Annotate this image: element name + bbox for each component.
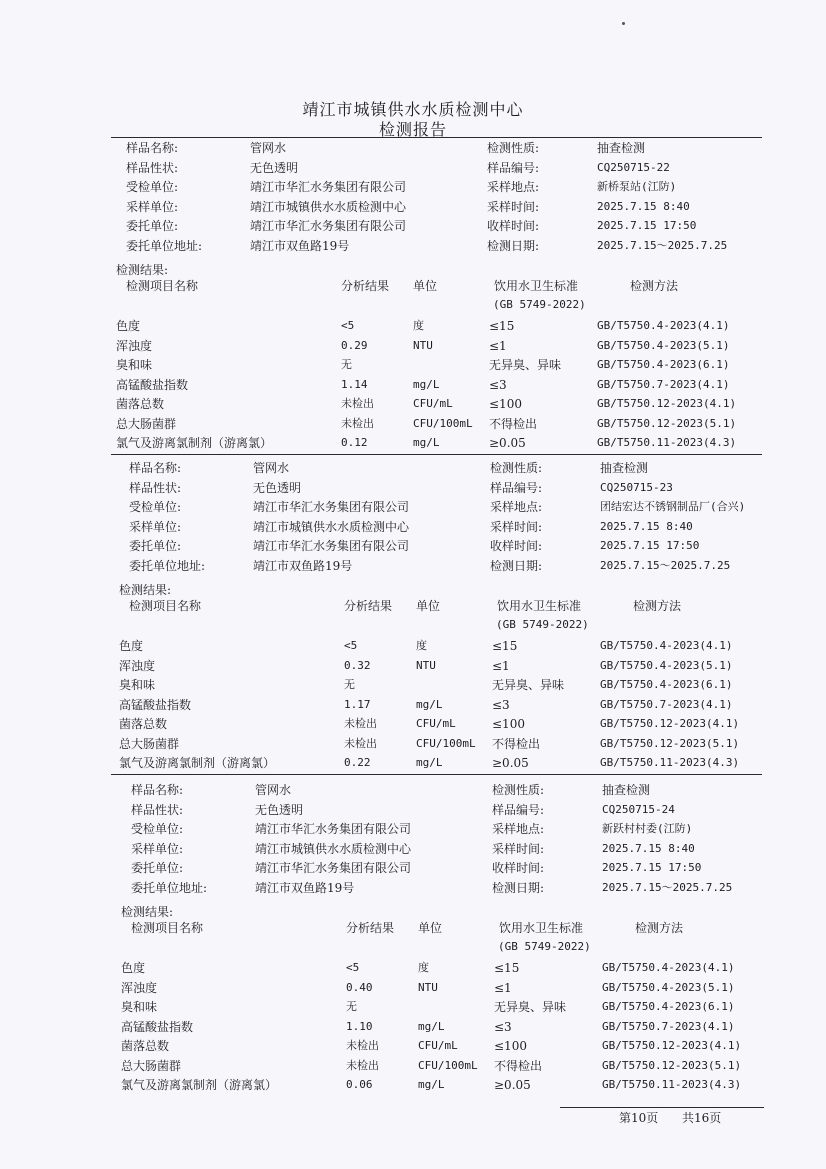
results-label: 检测结果: xyxy=(116,263,169,277)
column-header-item: 检测项目名称 xyxy=(131,921,204,935)
cell-standard: ≤15 xyxy=(489,319,515,333)
info-label: 采样地点: xyxy=(492,822,545,836)
cell-unit: mg/L xyxy=(413,377,440,391)
cell-standard: ≤3 xyxy=(492,697,510,712)
info-label: 委托单位: xyxy=(126,219,179,233)
cell-method: GB/T5750.12-2023(5.1) xyxy=(600,736,740,750)
cell-standard: 无异臭、异味 xyxy=(492,678,565,692)
cell-result: 0.12 xyxy=(341,436,368,449)
cell-method: GB/T5750.12-2023(5.1) xyxy=(602,1058,742,1072)
info-value: 抽查检测 xyxy=(600,461,649,475)
cell-standard: ≤15 xyxy=(492,639,518,653)
cell-item: 浑浊度 xyxy=(119,658,156,673)
info-label: 样品编号: xyxy=(492,802,545,817)
info-label: 样品性状: xyxy=(126,160,179,175)
cell-result: 1.17 xyxy=(344,697,371,711)
info-value: CQ250715-22 xyxy=(597,160,670,174)
info-value: 靖江市华汇水务集团有限公司 xyxy=(253,500,410,514)
info-label: 收样时间: xyxy=(492,861,545,875)
column-header-unit: 单位 xyxy=(418,921,443,935)
info-value: 无色透明 xyxy=(253,480,302,495)
info-value: 2025.7.15 17:50 xyxy=(600,539,700,552)
info-value: 靖江市华汇水务集团有限公司 xyxy=(250,219,407,233)
column-header-unit: 单位 xyxy=(416,599,441,613)
info-value: 2025.7.15～2025.7.25 xyxy=(597,238,728,252)
info-value: 靖江市城镇供水水质检测中心 xyxy=(250,199,407,214)
cell-unit: mg/L xyxy=(416,756,443,769)
info-value: 靖江市双鱼路19号 xyxy=(255,880,355,895)
cell-item: 高锰酸盐指数 xyxy=(119,697,192,712)
cell-unit: CFU/100mL xyxy=(418,1058,478,1072)
cell-result: 0.32 xyxy=(344,658,371,672)
cell-method: GB/T5750.12-2023(5.1) xyxy=(597,416,737,430)
cell-item: 浑浊度 xyxy=(116,338,153,353)
cell-method: GB/T5750.11-2023(4.3) xyxy=(600,756,740,769)
info-label: 委托单位地址: xyxy=(126,238,203,253)
column-header-result: 分析结果 xyxy=(341,279,390,293)
cell-method: GB/T5750.12-2023(4.1) xyxy=(597,397,737,410)
cell-item: 菌落总数 xyxy=(116,397,165,411)
info-label: 样品名称: xyxy=(129,461,182,475)
cell-result: 0.40 xyxy=(346,980,373,994)
cell-method: GB/T5750.4-2023(6.1) xyxy=(600,678,733,691)
info-value: 2025.7.15 17:50 xyxy=(602,861,702,874)
info-value: 抽查检测 xyxy=(597,141,646,155)
info-label: 收样时间: xyxy=(487,219,540,233)
cell-item: 臭和味 xyxy=(119,678,156,692)
column-header-standard: 饮用水卫生标准 xyxy=(494,279,579,293)
info-label: 样品性状: xyxy=(129,480,182,495)
cell-result: 无 xyxy=(344,678,355,691)
cell-item: 氯气及游离氯制剂（游离氯） xyxy=(121,1078,278,1092)
info-value: 新跃村村委(江防) xyxy=(602,822,693,835)
column-header-method: 检测方法 xyxy=(635,921,684,935)
cell-standard: 不得检出 xyxy=(494,1058,543,1073)
info-value: 2025.7.15～2025.7.25 xyxy=(602,880,733,894)
info-label: 检测日期: xyxy=(487,238,540,253)
cell-item: 总大肠菌群 xyxy=(119,736,180,751)
info-label: 采样地点: xyxy=(490,500,543,514)
section-divider xyxy=(111,774,762,775)
info-label: 检测性质: xyxy=(487,141,540,155)
cell-standard: ≤100 xyxy=(489,397,522,411)
info-label: 样品性状: xyxy=(131,802,184,817)
cell-unit: 度 xyxy=(413,319,424,332)
cell-method: GB/T5750.4-2023(4.1) xyxy=(602,961,735,974)
info-label: 采样时间: xyxy=(487,199,540,214)
info-label: 样品编号: xyxy=(490,480,543,495)
cell-method: GB/T5750.11-2023(4.3) xyxy=(602,1078,742,1091)
info-label: 样品名称: xyxy=(131,783,184,797)
cell-unit: NTU xyxy=(418,980,438,994)
cell-item: 氯气及游离氯制剂（游离氯） xyxy=(119,756,276,770)
cell-unit: CFU/mL xyxy=(418,1039,458,1052)
cell-result: 未检出 xyxy=(344,736,377,750)
cell-item: 高锰酸盐指数 xyxy=(116,377,189,392)
cell-unit: NTU xyxy=(413,338,433,352)
cell-result: 1.14 xyxy=(341,377,368,391)
page-total: 共16页 xyxy=(682,1111,722,1125)
info-label: 委托单位地址: xyxy=(131,880,208,895)
cell-standard: 无异臭、异味 xyxy=(494,1000,567,1014)
cell-method: GB/T5750.7-2023(4.1) xyxy=(600,697,733,711)
info-label: 采样单位: xyxy=(131,841,184,856)
cell-method: GB/T5750.4-2023(6.1) xyxy=(597,358,730,371)
info-label: 委托单位: xyxy=(131,861,184,875)
column-header-unit: 单位 xyxy=(413,279,438,293)
info-value: 抽查检测 xyxy=(602,783,651,797)
cell-result: 未检出 xyxy=(341,416,374,430)
cell-standard: 不得检出 xyxy=(489,416,538,431)
column-header-method: 检测方法 xyxy=(630,279,679,293)
info-label: 样品名称: xyxy=(126,141,179,155)
cell-method: GB/T5750.12-2023(4.1) xyxy=(600,717,740,730)
info-value: 2025.7.15～2025.7.25 xyxy=(600,558,731,572)
info-value: 无色透明 xyxy=(250,160,299,175)
column-header-standard: 饮用水卫生标准 xyxy=(499,921,584,935)
cell-result: <5 xyxy=(344,639,358,652)
cell-standard: ≤3 xyxy=(489,377,507,392)
info-value: 管网水 xyxy=(250,141,287,155)
footer-rule xyxy=(560,1107,764,1108)
info-label: 受检单位: xyxy=(131,822,184,836)
info-value: 2025.7.15 8:40 xyxy=(600,519,693,533)
cell-unit: 度 xyxy=(416,639,427,652)
info-value: 管网水 xyxy=(253,461,290,475)
cell-unit: mg/L xyxy=(418,1078,445,1091)
report-subtitle: 检测报告 xyxy=(378,120,447,139)
cell-standard: ≤1 xyxy=(492,658,510,673)
cell-result: 未检出 xyxy=(341,397,374,410)
info-label: 检测性质: xyxy=(490,461,543,475)
column-header-result: 分析结果 xyxy=(346,921,395,935)
info-value: 管网水 xyxy=(255,783,292,797)
info-value: CQ250715-23 xyxy=(600,480,673,494)
info-label: 检测日期: xyxy=(492,880,545,895)
info-value: 新桥泵站(江防) xyxy=(597,180,677,193)
cell-unit: 度 xyxy=(418,961,429,974)
cell-result: 无 xyxy=(341,358,352,371)
info-label: 受检单位: xyxy=(126,180,179,194)
cell-result: 0.22 xyxy=(344,756,371,769)
cell-standard: ≥0.05 xyxy=(489,436,526,450)
cell-item: 氯气及游离氯制剂（游离氯） xyxy=(116,436,273,450)
column-header-item: 检测项目名称 xyxy=(126,279,199,293)
cell-method: GB/T5750.4-2023(5.1) xyxy=(602,980,735,994)
cell-standard: ≤100 xyxy=(494,1039,527,1053)
cell-unit: mg/L xyxy=(416,697,443,711)
column-header-method: 检测方法 xyxy=(633,599,682,613)
cell-standard: ≥0.05 xyxy=(492,756,529,770)
cell-method: GB/T5750.4-2023(5.1) xyxy=(597,338,730,352)
cell-unit: mg/L xyxy=(418,1019,445,1033)
cell-method: GB/T5750.12-2023(4.1) xyxy=(602,1039,742,1052)
info-label: 采样时间: xyxy=(490,519,543,534)
cell-item: 色度 xyxy=(116,319,141,333)
cell-item: 色度 xyxy=(119,639,144,653)
info-value: 2025.7.15 8:40 xyxy=(597,199,690,213)
cell-unit: NTU xyxy=(416,658,436,672)
info-value: 靖江市城镇供水水质检测中心 xyxy=(255,841,412,856)
info-label: 委托单位: xyxy=(129,539,182,553)
cell-standard: ≥0.05 xyxy=(494,1078,531,1092)
info-value: 靖江市华汇水务集团有限公司 xyxy=(255,822,412,836)
info-value: 靖江市华汇水务集团有限公司 xyxy=(255,861,412,875)
cell-unit: CFU/mL xyxy=(416,717,456,730)
cell-result: 无 xyxy=(346,1000,357,1013)
info-label: 受检单位: xyxy=(129,500,182,514)
cell-item: 菌落总数 xyxy=(121,1039,170,1053)
cell-result: 未检出 xyxy=(346,1058,379,1072)
cell-item: 总大肠菌群 xyxy=(116,416,177,431)
cell-unit: CFU/100mL xyxy=(416,736,476,750)
report-title: 靖江市城镇供水水质检测中心 xyxy=(302,100,524,119)
section-divider xyxy=(111,454,762,455)
cell-item: 色度 xyxy=(121,961,146,975)
results-label: 检测结果: xyxy=(121,905,174,919)
info-label: 采样单位: xyxy=(126,199,179,214)
info-label: 样品编号: xyxy=(487,160,540,175)
cell-unit: mg/L xyxy=(413,436,440,449)
info-value: 无色透明 xyxy=(255,802,304,817)
cell-unit: CFU/100mL xyxy=(413,416,473,430)
cell-method: GB/T5750.7-2023(4.1) xyxy=(602,1019,735,1033)
results-label: 检测结果: xyxy=(119,583,172,597)
cell-standard: ≤100 xyxy=(492,717,525,731)
cell-standard: 无异臭、异味 xyxy=(489,358,562,372)
page-number: 第10页 xyxy=(619,1111,659,1125)
column-header-result: 分析结果 xyxy=(344,599,393,613)
column-header-standard-code: (GB 5749-2022) xyxy=(498,940,591,953)
info-label: 检测性质: xyxy=(492,783,545,797)
cell-result: <5 xyxy=(341,319,355,332)
cell-item: 臭和味 xyxy=(121,1000,158,1014)
info-value: 2025.7.15 17:50 xyxy=(597,219,697,232)
info-value: 靖江市城镇供水水质检测中心 xyxy=(253,519,410,534)
top-rule xyxy=(111,137,762,138)
column-header-item: 检测项目名称 xyxy=(129,599,202,613)
cell-result: 1.10 xyxy=(346,1019,373,1033)
cell-item: 菌落总数 xyxy=(119,717,168,731)
cell-result: 0.06 xyxy=(346,1078,373,1091)
cell-standard: 不得检出 xyxy=(492,736,541,751)
info-value: 靖江市双鱼路19号 xyxy=(250,238,350,253)
cell-standard: ≤1 xyxy=(494,980,512,995)
cell-method: GB/T5750.7-2023(4.1) xyxy=(597,377,730,391)
info-label: 采样地点: xyxy=(487,180,540,194)
cell-standard: ≤3 xyxy=(494,1019,512,1034)
cell-method: GB/T5750.4-2023(4.1) xyxy=(600,639,733,652)
column-header-standard-code: (GB 5749-2022) xyxy=(493,298,586,311)
info-label: 采样单位: xyxy=(129,519,182,534)
cell-standard: ≤15 xyxy=(494,961,520,975)
info-label: 委托单位地址: xyxy=(129,558,206,573)
scan-speck xyxy=(622,22,625,25)
info-value: 2025.7.15 8:40 xyxy=(602,841,695,855)
cell-method: GB/T5750.4-2023(4.1) xyxy=(597,319,730,332)
info-value: 靖江市华汇水务集团有限公司 xyxy=(250,180,407,194)
cell-unit: CFU/mL xyxy=(413,397,453,410)
cell-method: GB/T5750.4-2023(5.1) xyxy=(600,658,733,672)
cell-result: 未检出 xyxy=(344,717,377,730)
info-value: 靖江市双鱼路19号 xyxy=(253,558,353,573)
cell-item: 总大肠菌群 xyxy=(121,1058,182,1073)
cell-item: 高锰酸盐指数 xyxy=(121,1019,194,1034)
cell-result: 0.29 xyxy=(341,338,368,352)
column-header-standard-code: (GB 5749-2022) xyxy=(496,618,589,631)
cell-result: 未检出 xyxy=(346,1039,379,1052)
cell-item: 浑浊度 xyxy=(121,980,158,995)
cell-method: GB/T5750.4-2023(6.1) xyxy=(602,1000,735,1013)
cell-result: <5 xyxy=(346,961,360,974)
info-label: 检测日期: xyxy=(490,558,543,573)
cell-item: 臭和味 xyxy=(116,358,153,372)
column-header-standard: 饮用水卫生标准 xyxy=(497,599,582,613)
info-label: 采样时间: xyxy=(492,841,545,856)
cell-method: GB/T5750.11-2023(4.3) xyxy=(597,436,737,449)
info-value: 靖江市华汇水务集团有限公司 xyxy=(253,539,410,553)
cell-standard: ≤1 xyxy=(489,338,507,353)
info-value: CQ250715-24 xyxy=(602,802,675,816)
info-value: 团结宏达不锈钢制品厂(合兴) xyxy=(600,500,746,513)
info-label: 收样时间: xyxy=(490,539,543,553)
